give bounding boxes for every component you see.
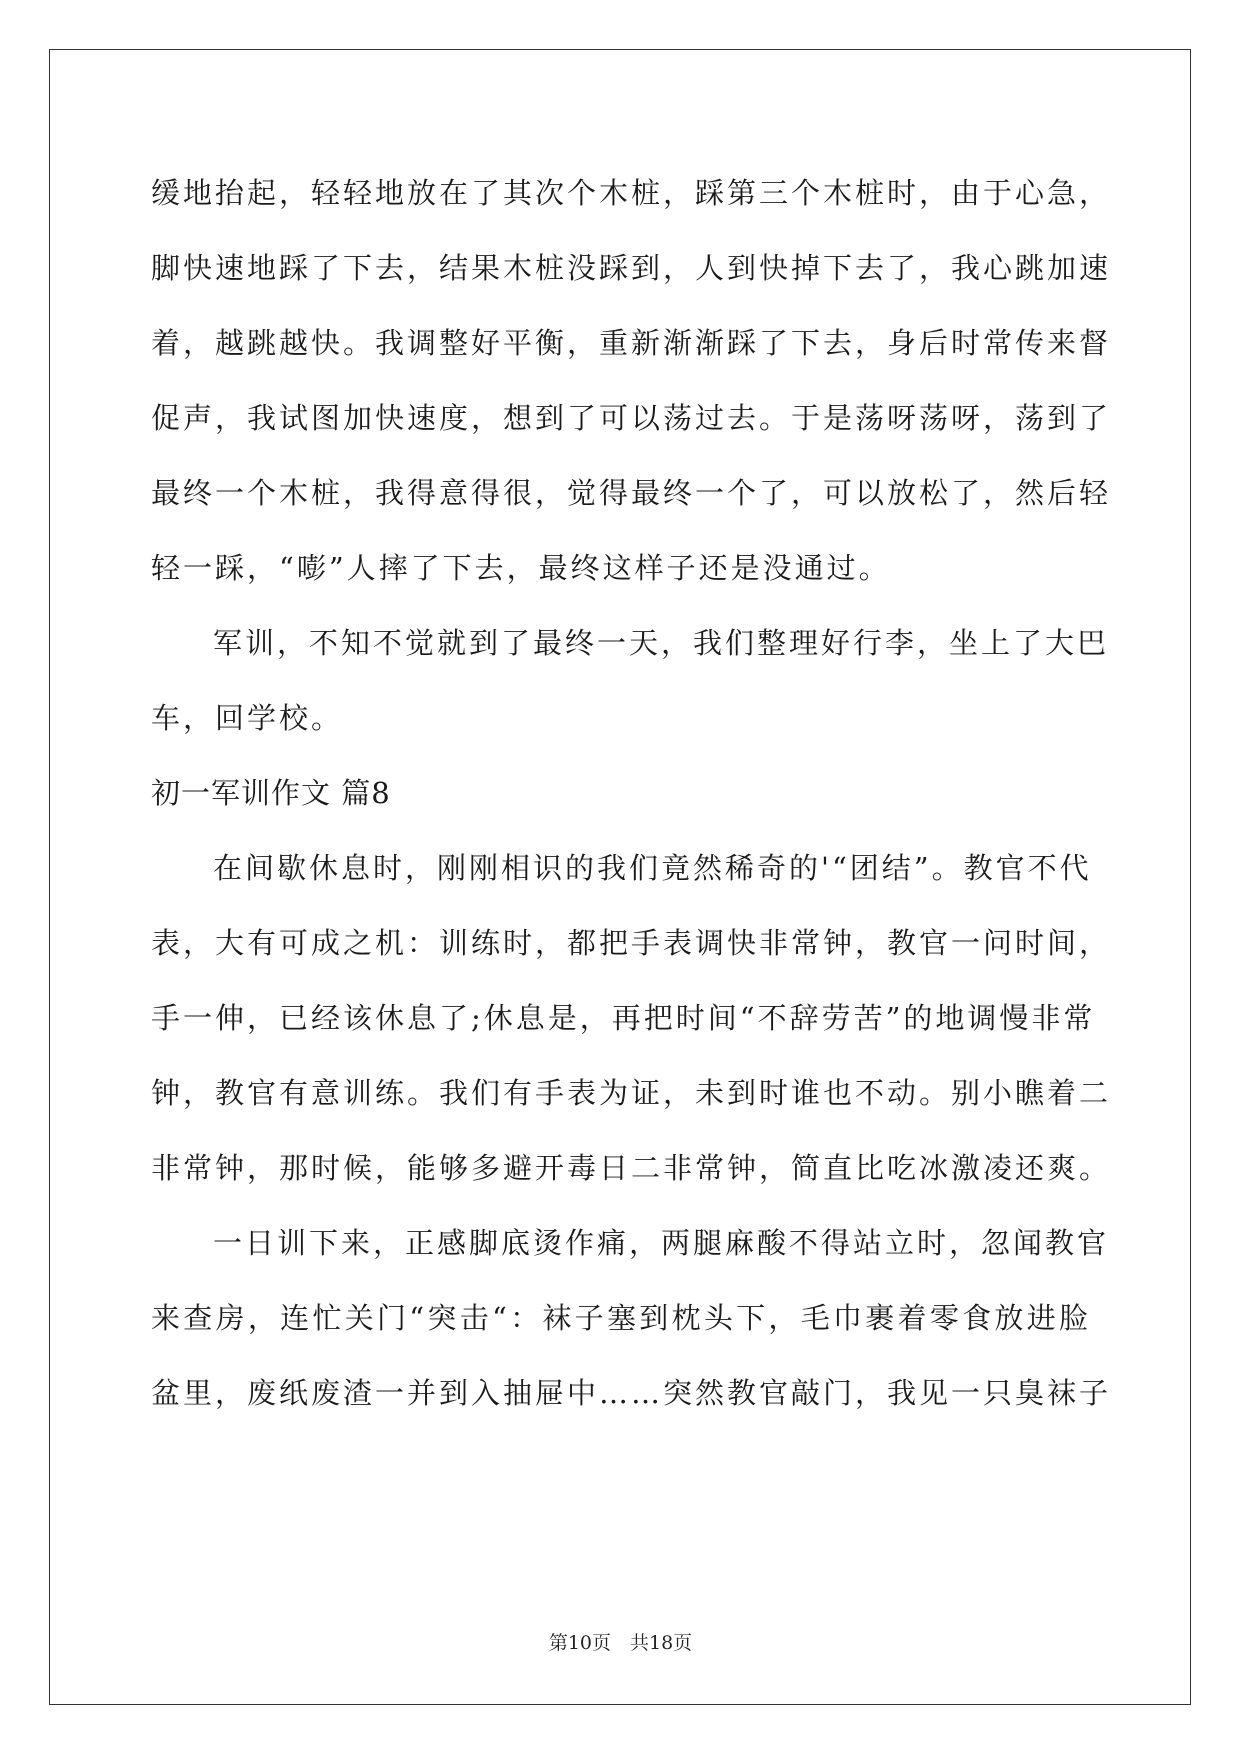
text-line: 军训，不知不觉就到了最终一天，我们整理好行李，坐上了大巴 [213,626,1110,660]
text-line: 一日训下来，正感脚底烫作痛，两腿麻酸不得站立时，忽闻教官 [213,1226,1110,1260]
text-line: 表，大有可成之机：训练时，都把手表调快非常钟，教官一问时间， [151,926,1112,960]
text-line: 非常钟，那时候，能够多避开毒日二非常钟，简直比吃冰激凌还爽。 [151,1151,1112,1185]
text-line: 手一伸，已经该休息了;休息是，再把时间“不辞劳苦”的地调慢非常 [151,1001,1096,1035]
text-line: 在间歇休息时，刚刚相识的我们竟然稀奇的'“团结”。教官不代 [213,851,1092,885]
page-number: 第10页 共18页 [548,1632,693,1654]
text-line: 脚快速地踩了下去，结果木桩没踩到，人到快掉下去了，我心跳加速 [151,251,1112,285]
text-line: 来查房，连忙关门“突击“：袜子塞到枕头下，毛巾裹着零食放进脸 [151,1301,1091,1335]
text-line: 钟，教官有意训练。我们有手表为证，未到时谁也不动。别小瞧着二 [151,1076,1112,1110]
text-line: 着，越跳越快。我调整好平衡，重新渐渐踩了下去，身后时常传来督 [151,326,1112,360]
text-line: 缓地抬起，轻轻地放在了其次个木桩，踩第三个木桩时，由于心急， [151,176,1112,210]
section-heading: 初一军训作文 篇8 [151,776,391,810]
text-line: 盆里，废纸废渣一并到入抽屉中……突然教官敲门，我见一只臭袜子 [151,1376,1112,1410]
text-line: 最终一个木桩，我得意得很，觉得最终一个了，可以放松了，然后轻 [151,476,1112,510]
text-line: 车，回学校。 [151,701,344,735]
text-line: 轻一踩，“嘭”人摔了下去，最终这样子还是没通过。 [151,551,891,585]
text-line: 促声，我试图加快速度，想到了可以荡过去。于是荡呀荡呀，荡到了 [151,401,1112,435]
document-body [151,156,1112,1431]
